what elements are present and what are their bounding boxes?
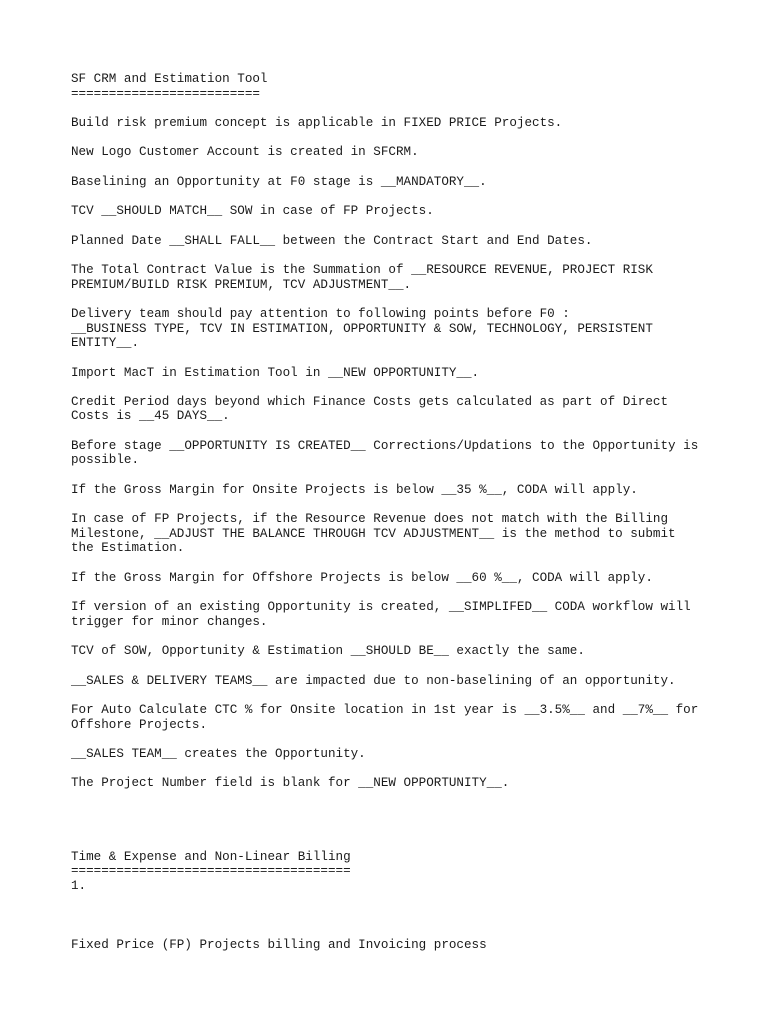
paragraph: New Logo Customer Account is created in SFCRM. bbox=[71, 145, 419, 160]
paragraph: __SALES & DELIVERY TEAMS__ are impacted due to non-baselining of an opportunity. bbox=[71, 673, 676, 688]
paragraph: Delivery team should pay attention to following points before F0 : __BUSINESS TYPE, TCV IN ESTIMATION, OPPORTUNITY & SOW, TECHNOLOGY, PERSISTENT ENTITY__. bbox=[71, 306, 653, 351]
section-underline: ===================================== bbox=[71, 864, 351, 879]
section-title: Fixed Price (FP) Projects billing and Invoicing process bbox=[71, 937, 487, 952]
paragraph: Baselining an Opportunity at F0 stage is __MANDATORY__. bbox=[71, 174, 487, 189]
paragraph: TCV __SHOULD MATCH__ SOW in case of FP Projects. bbox=[71, 204, 434, 219]
paragraph: The Total Contract Value is the Summation of __RESOURCE REVENUE, PROJECT RISK PREMIUM/BUILD RISK PREMIUM, TCV ADJUSTMENT__. bbox=[71, 262, 653, 292]
paragraph: The Project Number field is blank for __NEW OPPORTUNITY__. bbox=[71, 776, 510, 791]
paragraph: __SALES TEAM__ creates the Opportunity. bbox=[71, 746, 366, 761]
paragraph: Before stage __OPPORTUNITY IS CREATED__ Corrections/Updations to the Opportunity is possible. bbox=[71, 438, 699, 468]
document-page bbox=[71, 72, 711, 952]
section-underline: ========================= bbox=[71, 86, 260, 101]
paragraph: If the Gross Margin for Offshore Projects is below __60 %__, CODA will apply. bbox=[71, 570, 653, 585]
section-title: Time & Expense and Non-Linear Billing bbox=[71, 849, 351, 864]
paragraph: If version of an existing Opportunity is created, __SIMPLIFED__ CODA workflow will trigger for minor changes. bbox=[71, 600, 691, 629]
paragraph: If the Gross Margin for Onsite Projects is below __35 %__, CODA will apply. bbox=[71, 482, 638, 497]
paragraph: In case of FP Projects, if the Resource Revenue does not match with the Billing Milestone, __ADJUST THE BALANCE THROUGH TCV ADJUSTMENT__ is the method to submit the Estimation. bbox=[71, 512, 676, 556]
section-title: SF CRM and Estimation Tool bbox=[71, 72, 268, 86]
paragraph: Credit Period days beyond which Finance Costs gets calculated as part of Direct Costs is __45 DAYS__. bbox=[71, 394, 669, 424]
paragraph: Planned Date __SHALL FALL__ between the Contract Start and End Dates. bbox=[71, 233, 593, 248]
section-sf-crm bbox=[71, 72, 711, 791]
paragraph: Build risk premium concept is applicable in FIXED PRICE Projects. bbox=[71, 115, 563, 130]
section-fixed-price bbox=[71, 938, 711, 953]
paragraph: TCV of SOW, Opportunity & Estimation __SHOULD BE__ exactly the same. bbox=[71, 644, 585, 659]
list-item: 1. bbox=[71, 878, 87, 893]
paragraph: Import MacT in Estimation Tool in __NEW OPPORTUNITY__. bbox=[71, 365, 480, 380]
section-time-expense bbox=[71, 850, 711, 894]
paragraph: For Auto Calculate CTC % for Onsite location in 1st year is __3.5%__ and __7%__ for Offshore Projects. bbox=[71, 702, 699, 732]
